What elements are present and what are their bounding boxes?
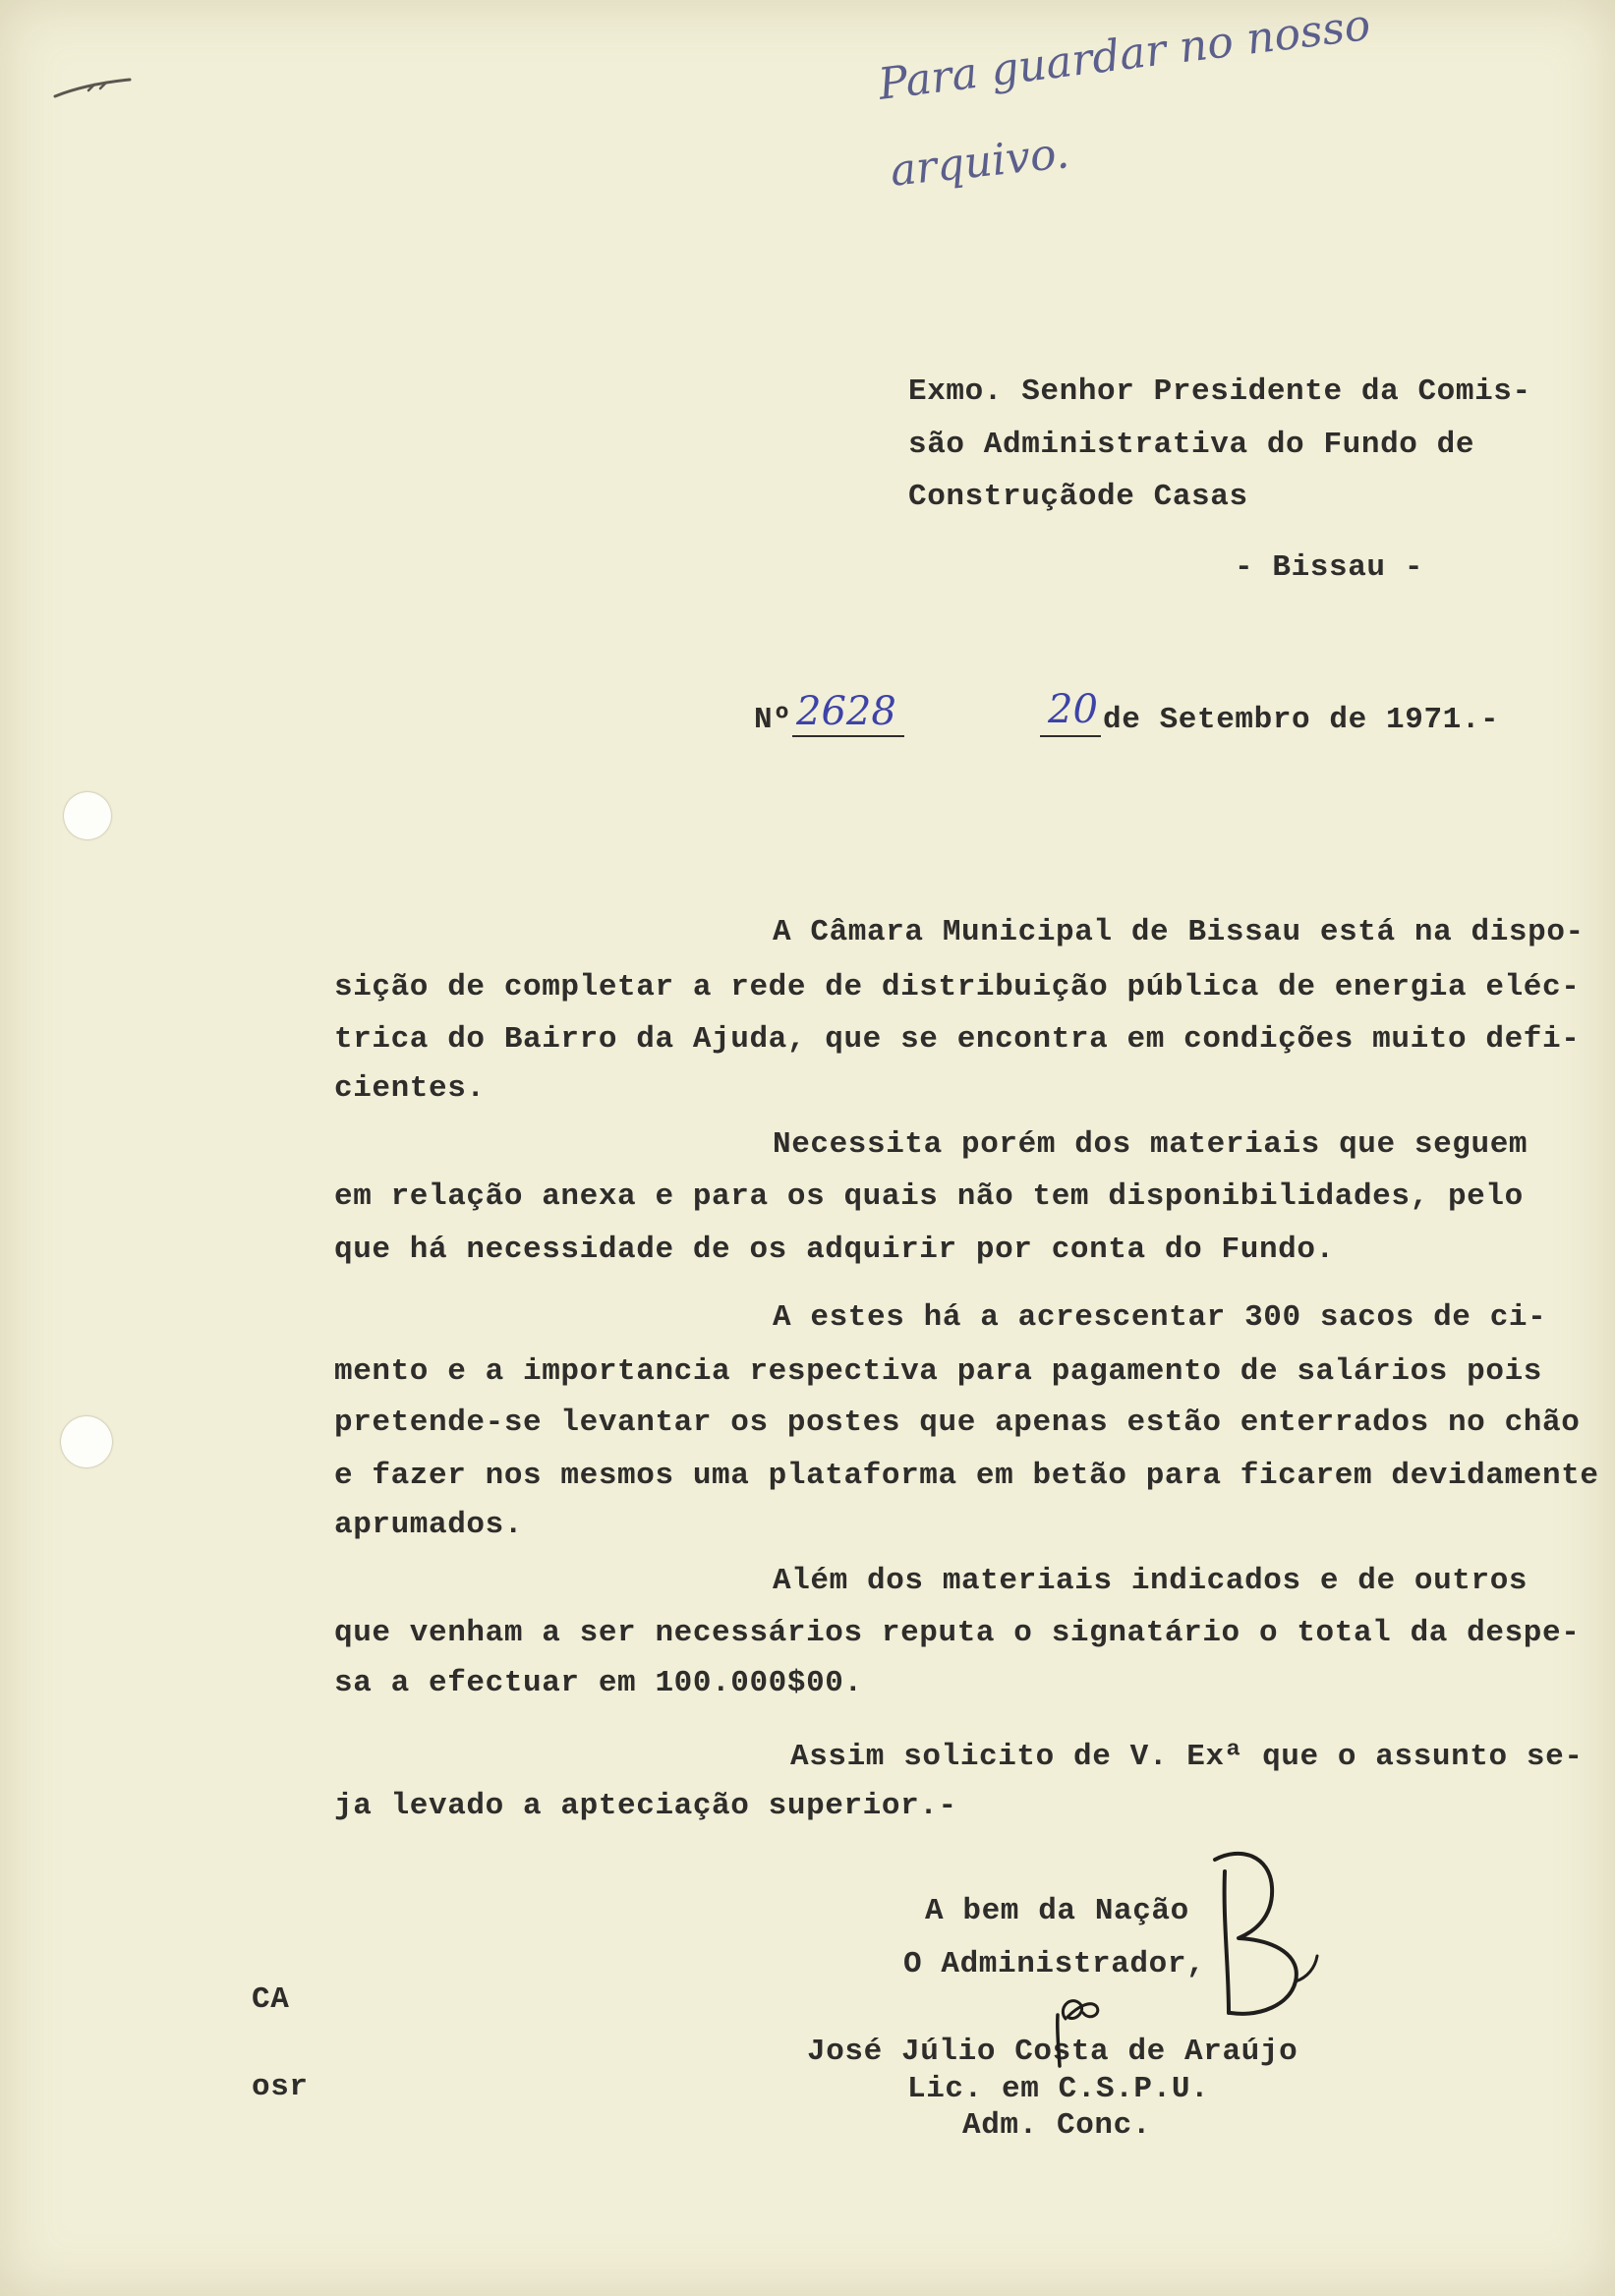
initials-line-2: osr <box>252 2070 309 2104</box>
body-p1-line-2: sição de completar a rede de distribuição pública de energia eléc- <box>334 970 1581 1004</box>
body-p1-line-1: A Câmara Municipal de Bissau está na dispo- <box>773 915 1585 949</box>
reference-number-label: Nº <box>754 703 792 737</box>
body-p5-line-2: ja levado a apteciação superior.- <box>334 1789 957 1823</box>
addressee-line-1: Exmo. Senhor Presidente da Comis- <box>908 374 1531 409</box>
reference-date: de Setembro de 1971.- <box>1103 703 1500 737</box>
reference-day-underline <box>1040 735 1101 737</box>
signature <box>1150 1830 1347 2046</box>
signature-stem <box>1225 1871 1229 2013</box>
reference-number: 2628 <box>796 689 896 734</box>
addressee-line-2: são Administrativa do Fundo de <box>908 428 1475 462</box>
closing-role: Adm. Conc. <box>962 2108 1152 2143</box>
initials-line-1: CA <box>252 1982 290 2017</box>
signature-initial-stem <box>1058 2015 1060 2066</box>
closing-credential: Lic. em C.S.P.U. <box>907 2072 1210 2106</box>
punch-hole-lower <box>61 1416 112 1467</box>
body-p3-line-3: pretende-se levantar os postes que apenas estão enterrados no chão <box>334 1406 1581 1440</box>
body-p3-line-5: aprumados. <box>334 1508 524 1542</box>
reference-day: 20 <box>1048 687 1098 732</box>
closing-name: José Júlio Costa de Araújo <box>807 2035 1298 2069</box>
body-p4-line-1: Além dos materiais indicados e de outros <box>773 1564 1528 1598</box>
body-p2-line-3: que há necessidade de os adquirir por conta do Fundo. <box>334 1233 1335 1267</box>
signature-initial-marks <box>1032 1985 1121 2074</box>
body-p4-line-3: sa a efectuar em 100.000$00. <box>334 1666 863 1700</box>
punch-hole-upper <box>64 792 111 839</box>
reference-number-underline <box>792 735 904 737</box>
handwritten-note-line-2: arquivo. <box>888 128 1072 197</box>
body-p3-line-4: e fazer nos mesmos uma plataforma em betão para ficarem devidamente <box>334 1459 1599 1493</box>
handwritten-note-line-1: Para guardar no nosso <box>875 0 1373 110</box>
body-p1-line-3: trica do Bairro da Ajuda, que se encontra em condições muito defi- <box>334 1022 1581 1057</box>
body-p3-line-1: A estes há a acrescentar 300 sacos de ci- <box>773 1300 1547 1335</box>
pencil-mark <box>49 71 138 110</box>
addressee-line-3: Construçãode Casas <box>908 480 1248 514</box>
body-p4-line-2: que venham a ser necessários reputa o signatário o total da despe- <box>334 1616 1581 1650</box>
signature-initial-loop <box>1063 2001 1097 2019</box>
body-p3-line-2: mento e a importancia respectiva para pagamento de salários pois <box>334 1354 1542 1389</box>
addressee-city: - Bissau - <box>1235 550 1424 585</box>
closing-title: O Administrador, <box>903 1947 1206 1981</box>
body-p2-line-2: em relação anexa e para os quais não tem disponibilidades, pelo <box>334 1179 1524 1214</box>
closing-salutation: A bem da Nação <box>925 1894 1189 1928</box>
body-p1-line-4: cientes. <box>334 1071 486 1106</box>
body-p2-line-1: Necessita porém dos materiais que seguem <box>773 1127 1528 1162</box>
signature-tail <box>1296 1956 1317 1981</box>
body-p5-line-1: Assim solicito de V. Exª que o assunto se- <box>790 1740 1584 1774</box>
